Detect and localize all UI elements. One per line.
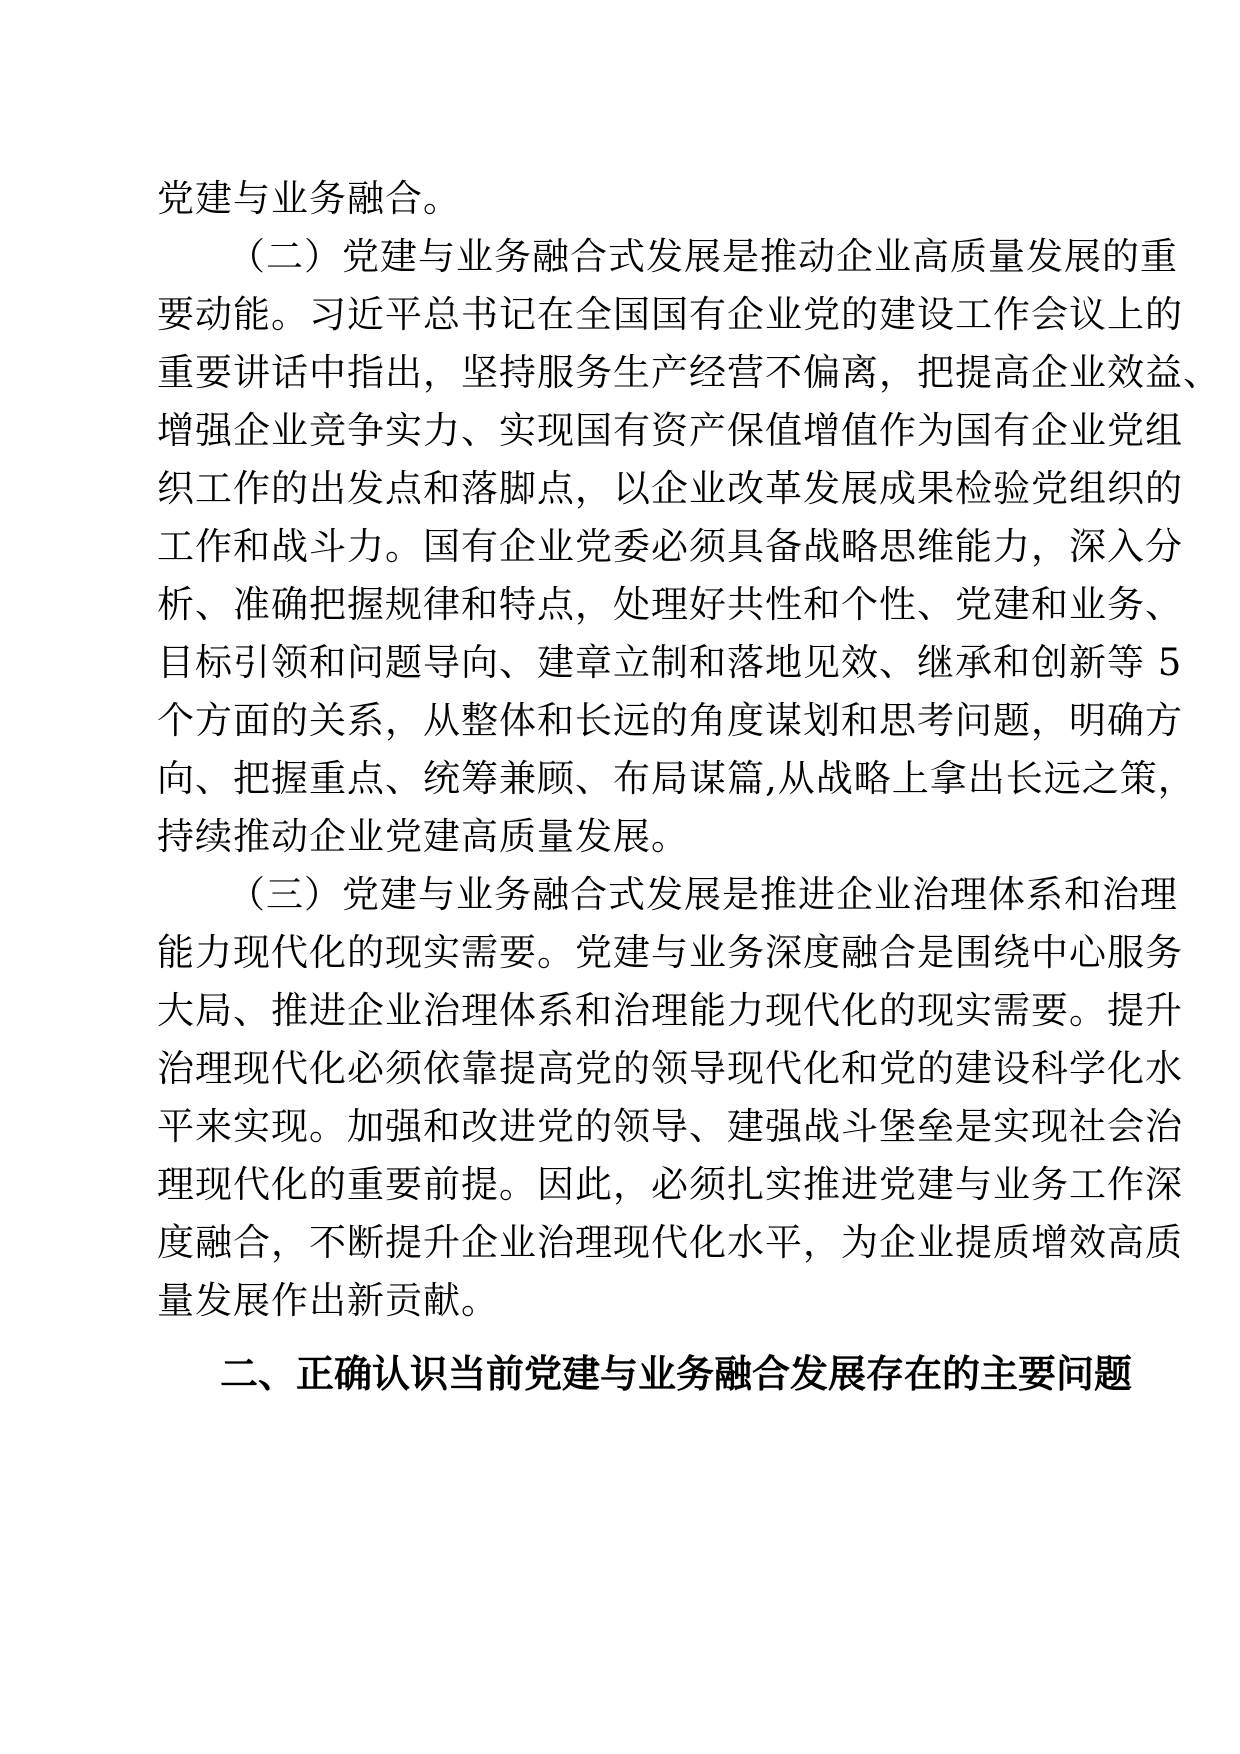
text-line: 目标引领和问题导向、建章立制和落地见效、继承和创新等 5 bbox=[157, 641, 1183, 684]
text-line: 大局、推进企业治理体系和治理能力现代化的现实需要。提升 bbox=[157, 989, 1183, 1032]
text-line: 党建与业务融合。 bbox=[157, 177, 461, 220]
text-line: 平来实现。加强和改进党的领导、建强战斗堡垒是实现社会治 bbox=[157, 1105, 1183, 1148]
text-line: 理现代化的重要前提。因此，必须扎实推进党建与业务工作深 bbox=[157, 1163, 1183, 1206]
text-line: 量发展作出新贡献。 bbox=[157, 1279, 499, 1322]
text-line: 个方面的关系，从整体和长远的角度谋划和思考问题，明确方 bbox=[157, 699, 1183, 742]
text-line: 增强企业竞争实力、实现国有资产保值增值作为国有企业党组 bbox=[157, 409, 1183, 452]
text-line: 织工作的出发点和落脚点，以企业改革发展成果检验党组织的 bbox=[157, 467, 1183, 510]
text-line: 度融合，不断提升企业治理现代化水平，为企业提质增效高质 bbox=[157, 1221, 1183, 1264]
section-heading: 二、正确认识当前党建与业务融合发展存在的主要问题 bbox=[220, 1352, 1133, 1396]
text-line: 能力现代化的现实需要。党建与业务深度融合是围绕中心服务 bbox=[157, 931, 1183, 974]
text-line: 向、把握重点、统筹兼顾、布局谋篇,从战略上拿出长远之策， bbox=[157, 757, 1196, 800]
text-line: 治理现代化必须依靠提高党的领导现代化和党的建设科学化水 bbox=[157, 1047, 1183, 1090]
text-line: 析、准确把握规律和特点，处理好共性和个性、党建和业务、 bbox=[157, 583, 1183, 626]
section-2-title-line: （二）党建与业务融合式发展是推动企业高质量发展的重 bbox=[228, 235, 1178, 278]
text-line: 重要讲话中指出，坚持服务生产经营不偏离，把提高企业效益、 bbox=[157, 351, 1221, 394]
text-line: 要动能。习近平总书记在全国国有企业党的建设工作会议上的 bbox=[157, 293, 1183, 336]
text-line: 工作和战斗力。国有企业党委必须具备战略思维能力，深入分 bbox=[157, 525, 1183, 568]
section-3-title-line: （三）党建与业务融合式发展是推进企业治理体系和治理 bbox=[228, 873, 1178, 916]
text-line: 持续推动企业党建高质量发展。 bbox=[157, 815, 689, 858]
